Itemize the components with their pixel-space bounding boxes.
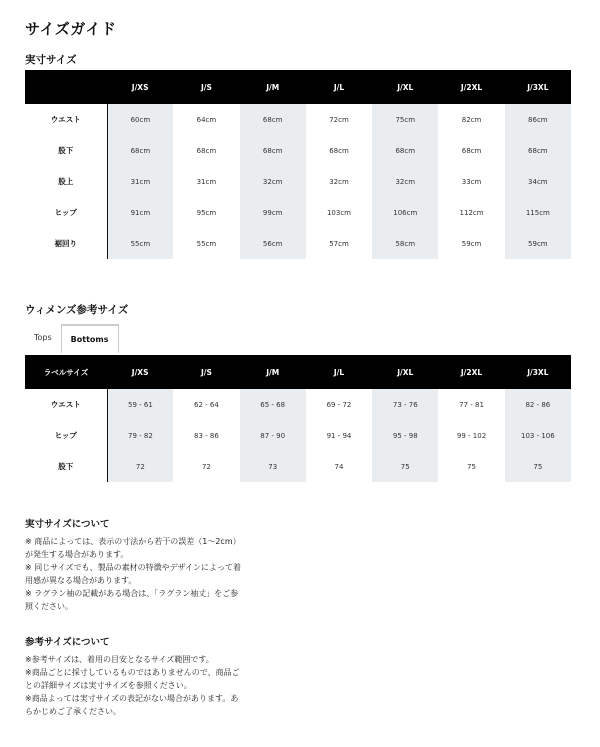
- notes-heading: 実寸サイズについて: [25, 519, 110, 530]
- note-line: 照ください。: [25, 602, 73, 611]
- size-header: J/2XL: [438, 70, 504, 104]
- table-cell: 112cm: [459, 208, 484, 217]
- table-cell: 75: [372, 451, 438, 482]
- table-cell: 68cm: [461, 146, 482, 155]
- row-label: 股下: [25, 451, 107, 482]
- table-cell: 75: [467, 462, 476, 471]
- size-header: J/3XL: [505, 70, 571, 104]
- notes-heading: 参考サイズについて: [25, 637, 110, 648]
- table-cell: 32cm: [329, 177, 349, 186]
- note-line: ※参考サイズは、着用の目安となるサイズ範囲です。: [25, 655, 214, 664]
- actual-size-title: 実寸サイズ: [25, 54, 77, 66]
- note-line: との詳細サイズは実寸サイズを参照ください。: [25, 681, 192, 690]
- table-cell: 55cm: [107, 228, 173, 259]
- size-header: J/XL: [372, 355, 438, 389]
- note-line: が発生する場合があります。: [25, 550, 129, 559]
- table-cell: 68cm: [329, 146, 349, 155]
- table-cell: 57cm: [329, 239, 349, 248]
- table-cell: 95 - 98: [372, 420, 438, 451]
- table-cell: 91cm: [107, 197, 173, 228]
- tab-bottoms[interactable]: Bottoms: [61, 324, 119, 353]
- table-cell: 32cm: [240, 166, 306, 197]
- table-row: [25, 389, 571, 420]
- table-cell: 65 - 68: [240, 389, 306, 420]
- tab-tops[interactable]: Tops: [34, 333, 52, 342]
- table-cell: 64cm: [196, 115, 217, 124]
- row-label: 裾回り: [25, 228, 107, 259]
- actual-size-notes: [25, 516, 275, 613]
- womens-size-title: ウィメンズ参考サイズ: [25, 304, 129, 316]
- table-row: [25, 104, 571, 135]
- table-cell: 68cm: [240, 135, 306, 166]
- table-cell: 82 - 86: [505, 389, 571, 420]
- table-cell: 73 - 76: [372, 389, 438, 420]
- row-label: ウエスト: [25, 389, 107, 420]
- table-row: [25, 135, 571, 166]
- size-header: J/L: [306, 355, 372, 389]
- table-cell: 72cm: [329, 115, 349, 124]
- row-label: 股下: [25, 135, 107, 166]
- size-header: J/S: [173, 70, 239, 104]
- womens-size-table: [25, 355, 571, 482]
- size-header: J/XS: [107, 355, 173, 389]
- table-cell: 83 - 86: [194, 431, 219, 440]
- table-row: [25, 228, 571, 259]
- table-cell: 73: [240, 451, 306, 482]
- size-tabs: [25, 324, 571, 351]
- table-cell: 56cm: [240, 228, 306, 259]
- size-header: J/XL: [372, 70, 438, 104]
- size-header: J/M: [240, 70, 306, 104]
- note-line: らかじめご了承ください。: [25, 707, 121, 716]
- table-header-row: [25, 70, 571, 104]
- table-cell: 115cm: [505, 197, 571, 228]
- table-row: [25, 166, 571, 197]
- table-cell: 72: [107, 451, 173, 482]
- table-cell: 95cm: [196, 208, 217, 217]
- table-cell: 75cm: [372, 104, 438, 135]
- table-cell: 55cm: [196, 239, 217, 248]
- table-row: [25, 420, 571, 451]
- table-cell: 68cm: [107, 135, 173, 166]
- table-cell: 91 - 94: [326, 431, 352, 440]
- table-cell: 77 - 81: [459, 400, 484, 409]
- table-cell: 103cm: [326, 208, 351, 217]
- table-cell: 31cm: [196, 177, 217, 186]
- table-header-row: [25, 355, 571, 389]
- table-cell: 82cm: [461, 115, 482, 124]
- note-line: ※ ラグラン袖の記載がある場合は、「ラグラン袖丈」をご参: [25, 589, 239, 598]
- table-cell: 72: [201, 462, 211, 471]
- table-cell: 68cm: [240, 104, 306, 135]
- table-cell: 31cm: [107, 166, 173, 197]
- size-header: J/2XL: [438, 355, 504, 389]
- table-cell: 32cm: [372, 166, 438, 197]
- table-cell: 68cm: [372, 135, 438, 166]
- table-cell: 59cm: [505, 228, 571, 259]
- reference-size-notes: [25, 634, 275, 718]
- table-cell: 75: [505, 451, 571, 482]
- row-label: ヒップ: [25, 197, 107, 228]
- table-cell: 62 - 64: [194, 400, 219, 409]
- table-cell: 60cm: [107, 104, 173, 135]
- table-cell: 33cm: [461, 177, 482, 186]
- size-header: J/3XL: [505, 355, 571, 389]
- note-line: ※商品よっては実寸サイズの表記がない場合があります。あ: [25, 694, 239, 703]
- table-cell: 86cm: [505, 104, 571, 135]
- note-line: ※ 同じサイズでも、製品の素材の特徴やデザインによって着: [25, 563, 242, 572]
- table-cell: 106cm: [372, 197, 438, 228]
- table-cell: 58cm: [372, 228, 438, 259]
- page-title: サイズガイド: [25, 20, 117, 38]
- table-cell: 68cm: [196, 146, 217, 155]
- table-cell: 103 - 106: [505, 420, 571, 451]
- size-header: J/L: [306, 70, 372, 104]
- row-label: 股上: [25, 166, 107, 197]
- table-cell: 59cm: [461, 239, 482, 248]
- table-cell: 74: [334, 462, 344, 471]
- note-line: ※商品ごとに採寸しているものではありませんので、商品ご: [25, 668, 240, 677]
- note-line: 用感が異なる場合があります。: [25, 576, 137, 585]
- table-cell: 59 - 61: [107, 389, 173, 420]
- row-label: ウエスト: [25, 104, 107, 135]
- actual-size-table: [25, 70, 571, 259]
- row-label: ヒップ: [25, 420, 107, 451]
- size-header: J/M: [240, 355, 306, 389]
- table-cell: 34cm: [505, 166, 571, 197]
- size-header: J/XS: [107, 70, 173, 104]
- table-cell: 68cm: [505, 135, 571, 166]
- table-cell: 79 - 82: [107, 420, 173, 451]
- table-row: [25, 197, 571, 228]
- table-cell: 99 - 102: [456, 431, 487, 440]
- table-cell: 87 - 90: [240, 420, 306, 451]
- size-header: J/S: [173, 355, 239, 389]
- corner-cell: [25, 70, 107, 104]
- table-row: [25, 451, 571, 482]
- table-cell: 69 - 72: [326, 400, 352, 409]
- note-line: ※ 商品によっては、表示の寸法から若干の誤差（1〜2cm）: [25, 537, 241, 546]
- table-cell: 99cm: [240, 197, 306, 228]
- label-size-header: ラベルサイズ: [25, 355, 107, 389]
